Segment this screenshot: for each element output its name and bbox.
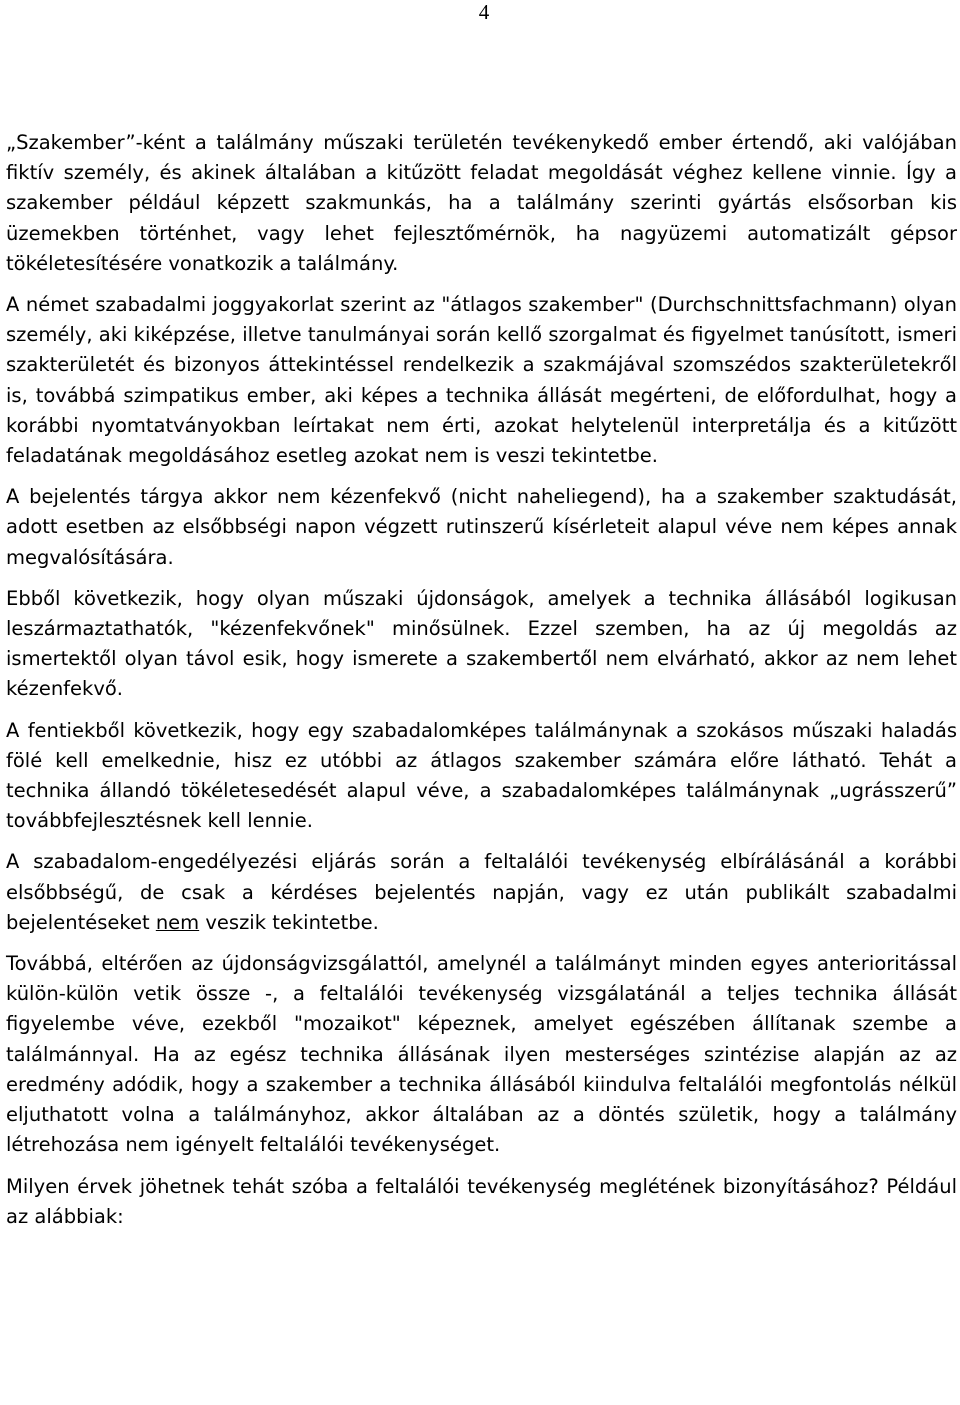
paragraph-arguments-question: Milyen érvek jöhetnek tehát szóba a feltalálói tevékenység meglétének bizonyításához? Például az alábbiak: bbox=[6, 1174, 957, 1228]
paragraph-technical-progress: A fentiekből következik, hogy egy szabadalomképes találmánynak a szokásos műszaki haladás fölé kell emelkednie, hisz ez utóbbi az átlagos szakember számára előre látható. Tehát a technika állandó tökéletesedését alapul véve, a szabadalomképes találmánynak „ugrásszerű” továbbfejlesztésnek kell lennie. bbox=[6, 718, 957, 833]
paragraph-szakember-definition: „Szakember”-ként a találmány műszaki területén tevékenykedő ember értendő, aki valójában fiktív személy, és akinek általában a kitűzött feladat megoldását véghez kellene vinnie. Így a szakember például képzett szakmunkás, ha a találmány szerinti gyártás elsősorban kis üzemekben történhet, vagy lehet fejlesztőmérnök, ha nagyüzemi automatizált gépsor tökéletesítésére vonatkozik a találmány. bbox=[6, 131, 957, 275]
paragraph-prior-rights-text-end: veszik tekintetbe. bbox=[199, 910, 379, 934]
document-body bbox=[6, 128, 957, 1232]
underlined-word-nem: nem bbox=[155, 910, 200, 934]
page-number: 4 bbox=[478, 0, 490, 24]
paragraph-obvious-consequence: Ebből következik, hogy olyan műszaki újdonságok, amelyek a technika állásából logikusan leszármaztathatók, "kézenfekvőnek" minősülnek. Ezzel szemben, ha az új megoldás az ismertektől olyan távol esik, hogy ismerete a szakembertől nem elvárható, akkor az nem lehet kézenfekvő. bbox=[6, 586, 957, 701]
paragraph-prior-rights bbox=[6, 847, 957, 938]
paragraph-prior-rights-text-start: A szabadalom-engedélyezési eljárás során a feltalálói tevékenység elbírálásánál a korábbi elsőbbségű, de csak a kérdéses bejelentés napján, vagy ez után publikált szabadalmi bejelentéseket bbox=[6, 850, 957, 934]
paragraph-non-obvious: A bejelentés tárgya akkor nem kézenfekvő (nicht naheliegend), ha a szakember szaktudását, adott esetben az elsőbbségi napon végzett rutinszerű kísérleteit alapul véve nem képes annak megvalósítására. bbox=[6, 485, 957, 569]
paragraph-mosaic-examination: Továbbá, eltérően az újdonságvizsgálattól, amelynél a találmányt minden egyes anterioritással külön-külön vetik össze -, a feltalálói tevékenység vizsgálatánál a teljes technika állását figyelembe véve, ezekből "mozaikot" képeznek, amelyet egészében állítanak szembe a találmánnyal. Ha az egész technika állásának ilyen mesterséges szintézise alapján az az eredmény adódik, hogy a szakember a technika állásából kiindulva feltalálói megfontolás nélkül eljuthatott volna a találmányhoz, akkor általában az a döntés születik, hogy a találmány létrehozása nem igényelt feltalálói tevékenységet. bbox=[6, 952, 957, 1157]
paragraph-german-practice: A német szabadalmi joggyakorlat szerint az "átlagos szakember" (Durchschnittsfachmann) olyan személy, aki kiképzése, illetve tanulmányai során kellő szorgalmat és figyelmet tanúsított, ismeri szakterületét és bizonyos áttekintéssel rendelkezik a szakmájával szomszédos szakterületekről is, továbbá szimpatikus ember, aki képes a technika állását megérteni, de előfordulhat, hogy a korábbi nyomtatványokban leírtakat nem érti, azokat helytelenül interpretálja és a kitűzött feladatának megoldásához esetleg azokat nem is veszi tekintetbe. bbox=[6, 293, 957, 468]
